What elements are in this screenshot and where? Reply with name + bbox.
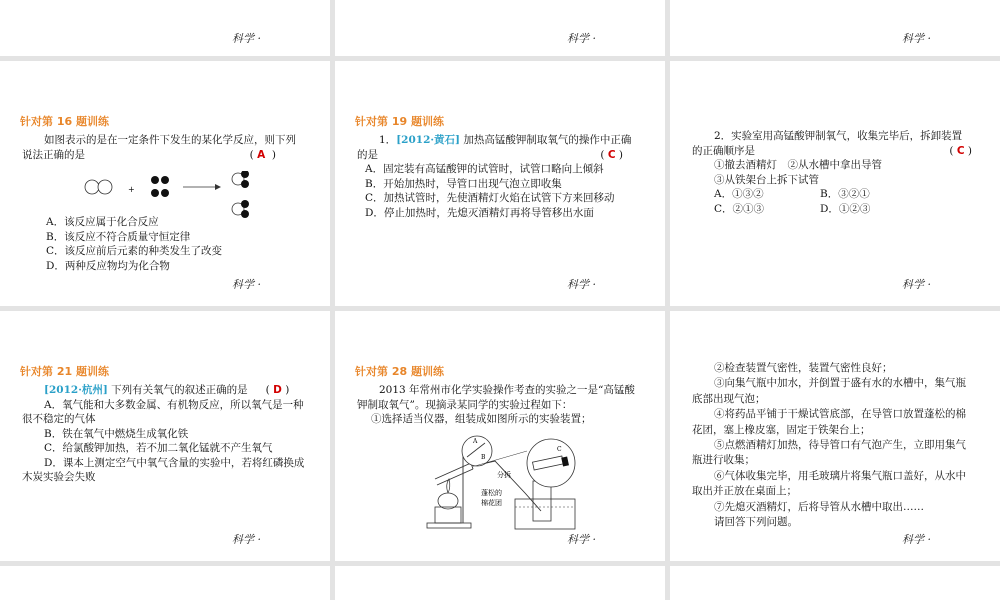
answer-bracket [250, 148, 276, 163]
question-stem: 如图表示的是在一定条件下发生的某化学反应，则下列 [44, 134, 296, 146]
slide-question-16 [0, 61, 330, 306]
option-b: B．开始加热时，导管口出现气泡立即收集 [365, 177, 562, 190]
step-2: ②检查装置气密性，装置气密性良好； [714, 362, 893, 374]
question-stem: 2013 年常州市化学实验操作考查的实验之一是“高锰酸 [379, 384, 635, 396]
bracket-close: ) [285, 384, 290, 396]
slide-footer: 科学 · [232, 278, 261, 291]
option-b: B．③②① [820, 188, 870, 200]
option-a: A．①③② [714, 188, 764, 200]
option-a: A．氧气能和大多数金属、有机物反应，所以氧气是一种 [44, 398, 304, 411]
slide-bottom-left [0, 566, 330, 600]
step-4-cont: 花团，塞上橡皮塞，固定于铁架台上； [692, 423, 871, 436]
step-4: ④将药品平铺于干燥试管底部，在导管口放置蓬松的棉 [714, 408, 966, 421]
apparatus-diagram [415, 431, 635, 533]
slide-footer: 科学 · [902, 32, 931, 45]
answer-bracket [600, 148, 623, 163]
step-5-cont: 瓶进行收集； [692, 454, 755, 467]
question-body [22, 133, 316, 162]
answer-mark: A [257, 148, 266, 161]
stem-text: 下列有关氧气的叙述正确的是 [111, 384, 248, 396]
stem-text: 的是 [357, 148, 378, 161]
answer-bracket [266, 384, 290, 396]
step-list: ③从铁架台上拆下试管 [714, 173, 819, 186]
stem-text: 说法正确的是 [22, 148, 85, 161]
option-a: A．固定装有高锰酸钾的试管时，试管口略向上倾斜 [365, 163, 604, 175]
step-7: ⑦先熄灭酒精灯，后将导管从水槽中取出…… [714, 500, 924, 513]
option-c: C．加热试管时，先使酒精灯火焰在试管下方来回移动 [365, 192, 615, 204]
slide-question-19 [335, 61, 665, 306]
question-body [22, 383, 316, 485]
slide-footer: 科学 · [232, 32, 261, 45]
slide-footer: 科学 · [232, 533, 261, 546]
bracket-open: ( [600, 148, 605, 161]
bracket-close: ) [967, 144, 972, 157]
bracket-close: ) [271, 148, 276, 161]
step-6: ⑥气体收集完毕，用毛玻璃片将集气瓶口盖好，从水中 [714, 469, 966, 482]
question-stem-cont: 钾制取氧气”。现摘录某同学的实验过程如下： [357, 398, 573, 411]
options-list [357, 162, 651, 220]
step-3-cont: 底部出现气泡； [692, 392, 766, 405]
slide-title: 针对第 21 题训练 [20, 365, 109, 378]
slide-title: 针对第 16 题训练 [20, 115, 109, 128]
question-stem: 2．实验室用高锰酸钾制氧气，收集完毕后，拆卸装置 [714, 130, 963, 142]
option-d: D．课本上测定空气中氧气含量的实验中，若将红磷换成 [44, 456, 305, 469]
slide-title: 针对第 28 题训练 [355, 365, 444, 378]
stem-text: 的正确顺序是 [692, 144, 755, 157]
question-stem-cont [22, 148, 316, 163]
question-body [692, 129, 986, 216]
slide-question-28-steps [670, 311, 1000, 561]
slide-title: 针对第 19 题训练 [355, 115, 444, 128]
option-b: B．铁在氧气中燃烧生成氧化铁 [44, 427, 189, 440]
answer-mark: D [273, 384, 282, 396]
question-stem-cont [357, 148, 651, 163]
slide-top-left [0, 0, 330, 56]
option-d: D．两种反应物均为化合物 [46, 259, 170, 272]
question-stem [357, 133, 651, 148]
slide-footer: 科学 · [902, 533, 931, 546]
option-c: C．该反应前后元素的种类发生了改变 [46, 245, 223, 257]
slide-bottom-right [670, 566, 1000, 600]
slide-bottom-middle [335, 566, 665, 600]
step-5: ⑤点燃酒精灯加热，待导管口有气泡产生，立即用集气 [714, 439, 966, 452]
slide-question-2 [670, 61, 1000, 306]
source-tag: [2012·杭州] [44, 384, 108, 396]
label-cotton-2: 棉花团 [481, 499, 502, 507]
label-cotton-1: 蓬松的 [481, 489, 502, 497]
answer-bracket [949, 144, 972, 159]
answer-mark: C [956, 144, 965, 157]
label-a: A [473, 438, 478, 445]
step-6-cont: 取出并正放在桌面上； [692, 485, 797, 498]
instruction: 请回答下列问题。 [714, 516, 798, 529]
plus-sign: + [128, 185, 135, 194]
option-c: C．②①③ [714, 202, 765, 215]
question-body [357, 383, 651, 427]
bracket-close: ) [618, 148, 623, 161]
slide-question-28 [335, 311, 665, 561]
slide-question-21 [0, 311, 330, 561]
bracket-open: ( [249, 148, 254, 161]
options-row-2 [692, 202, 986, 217]
question-stem-cont [692, 144, 986, 159]
bracket-open: ( [949, 144, 954, 157]
question-number: 1． [379, 134, 397, 146]
slide-footer: 科学 · [902, 278, 931, 291]
label-split: 分拆 [497, 471, 511, 479]
slide-top-middle [335, 0, 665, 56]
question-stem [22, 383, 316, 398]
bracket-open: ( [265, 384, 270, 396]
stem-text: 加热高锰酸钾制取氧气的操作中正确 [463, 134, 632, 146]
reaction-diagram [80, 171, 280, 221]
label-b: B [481, 454, 486, 461]
label-c: C [557, 446, 562, 453]
option-b: B．该反应不符合质量守恒定律 [46, 230, 191, 243]
source-tag: [2012·黄石] [396, 134, 461, 146]
step-1: ①选择适当仪器，组装成如图所示的实验装置； [371, 413, 592, 425]
step-3: ③向集气瓶中加水，并倒置于盛有水的水槽中，集气瓶 [714, 377, 966, 390]
options-row-1 [692, 187, 986, 202]
question-body [357, 133, 651, 220]
slide-top-right [670, 0, 1000, 56]
step-list: ①撤去酒精灯 ②从水槽中拿出导管 [714, 159, 882, 171]
slide-footer: 科学 · [567, 32, 596, 45]
options-list [46, 215, 316, 273]
option-a-cont: 很不稳定的气体 [22, 413, 96, 425]
option-d: D．停止加热时，先熄灭酒精灯再将导管移出水面 [365, 206, 594, 219]
steps-body [692, 361, 986, 530]
slide-footer: 科学 · [567, 533, 596, 546]
option-c: C．给氯酸钾加热，若不加二氧化锰就不产生氧气 [44, 442, 273, 454]
slide-footer: 科学 · [567, 278, 596, 291]
answer-mark: C [607, 148, 616, 161]
option-d-cont: 木炭实验会失败 [22, 471, 96, 483]
option-a: A．该反应属于化合反应 [46, 216, 159, 228]
option-d: D．①②③ [820, 202, 871, 215]
